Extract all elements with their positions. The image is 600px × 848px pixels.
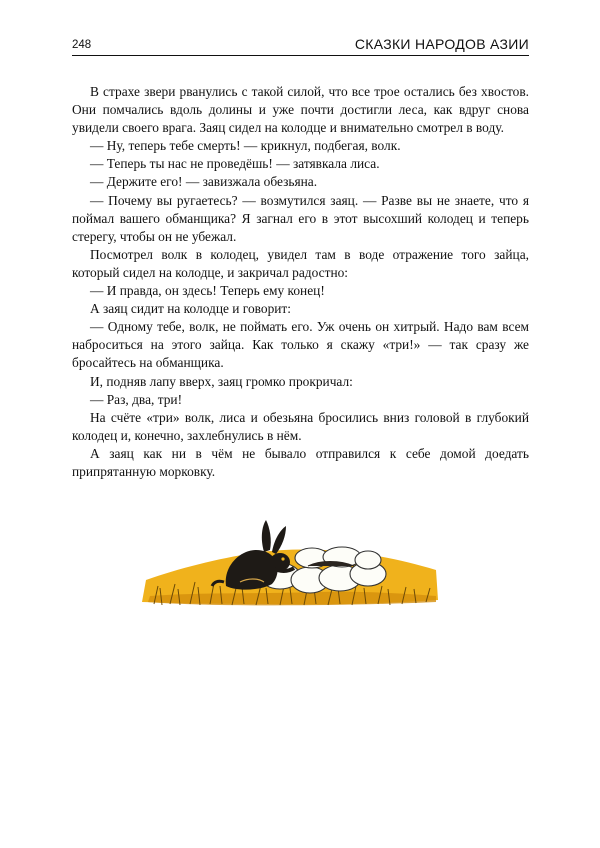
paragraph: — Раз, два, три! bbox=[90, 391, 183, 407]
paragraph: На счёте «три» волк, лиса и обезьяна бросились вниз головой в глубокий колодец и, конечно, захлебнулись в нём. bbox=[72, 409, 529, 443]
paragraph: — Держите его! — завизжала обезьяна. bbox=[90, 174, 318, 190]
paragraph: Посмотрел волк в колодец, увидел там в воде отражение того зайца, который сидел на колодце, и закричал радостно: bbox=[72, 246, 529, 280]
paragraph: — Теперь ты нас не проведёшь! — затявкала лиса. bbox=[90, 156, 380, 172]
paragraph: А заяц сидит на колодце и говорит: bbox=[90, 301, 292, 317]
paragraph: И, подняв лапу вверх, заяц громко прокричал: bbox=[90, 373, 353, 389]
paragraph: — Одному тебе, волк, не поймать его. Уж очень он хитрый. Надо вам всем наброситься на этого зайца. Как только я скажу «три!» — так сразу же бросайтесь на обманщика. bbox=[72, 319, 529, 371]
paragraph: — Ну, теперь тебе смерть! — крикнул, подбегая, волк. bbox=[90, 138, 401, 154]
hare-on-well-illustration bbox=[140, 508, 440, 620]
header-rule bbox=[72, 55, 529, 56]
story-text bbox=[72, 83, 529, 481]
paragraph: В страхе звери рванулись с такой силой, что все трое остались без хвостов. Они помчались вдоль долины и уже почти достигли леса, как вдруг снова увидели своего врага. Заяц сидел на колодце и внимательно смотрел в воду. bbox=[72, 84, 529, 136]
page-header bbox=[72, 36, 529, 56]
paragraph: — Почему вы ругаетесь? — возмутился заяц. — Разве вы не знаете, что я поймал вашего обманщика? Я загнал его в этот высохший колодец и теперь стерегу, чтобы он не убежал. bbox=[72, 192, 529, 244]
running-title: СКАЗКИ НАРОДОВ АЗИИ bbox=[354, 36, 529, 52]
paragraph: — И правда, он здесь! Теперь ему конец! bbox=[90, 283, 325, 299]
paragraph: А заяц как ни в чём не бывало отправился к себе домой доедать припрятанную морковку. bbox=[72, 445, 529, 479]
page-number: 248 bbox=[72, 39, 92, 51]
